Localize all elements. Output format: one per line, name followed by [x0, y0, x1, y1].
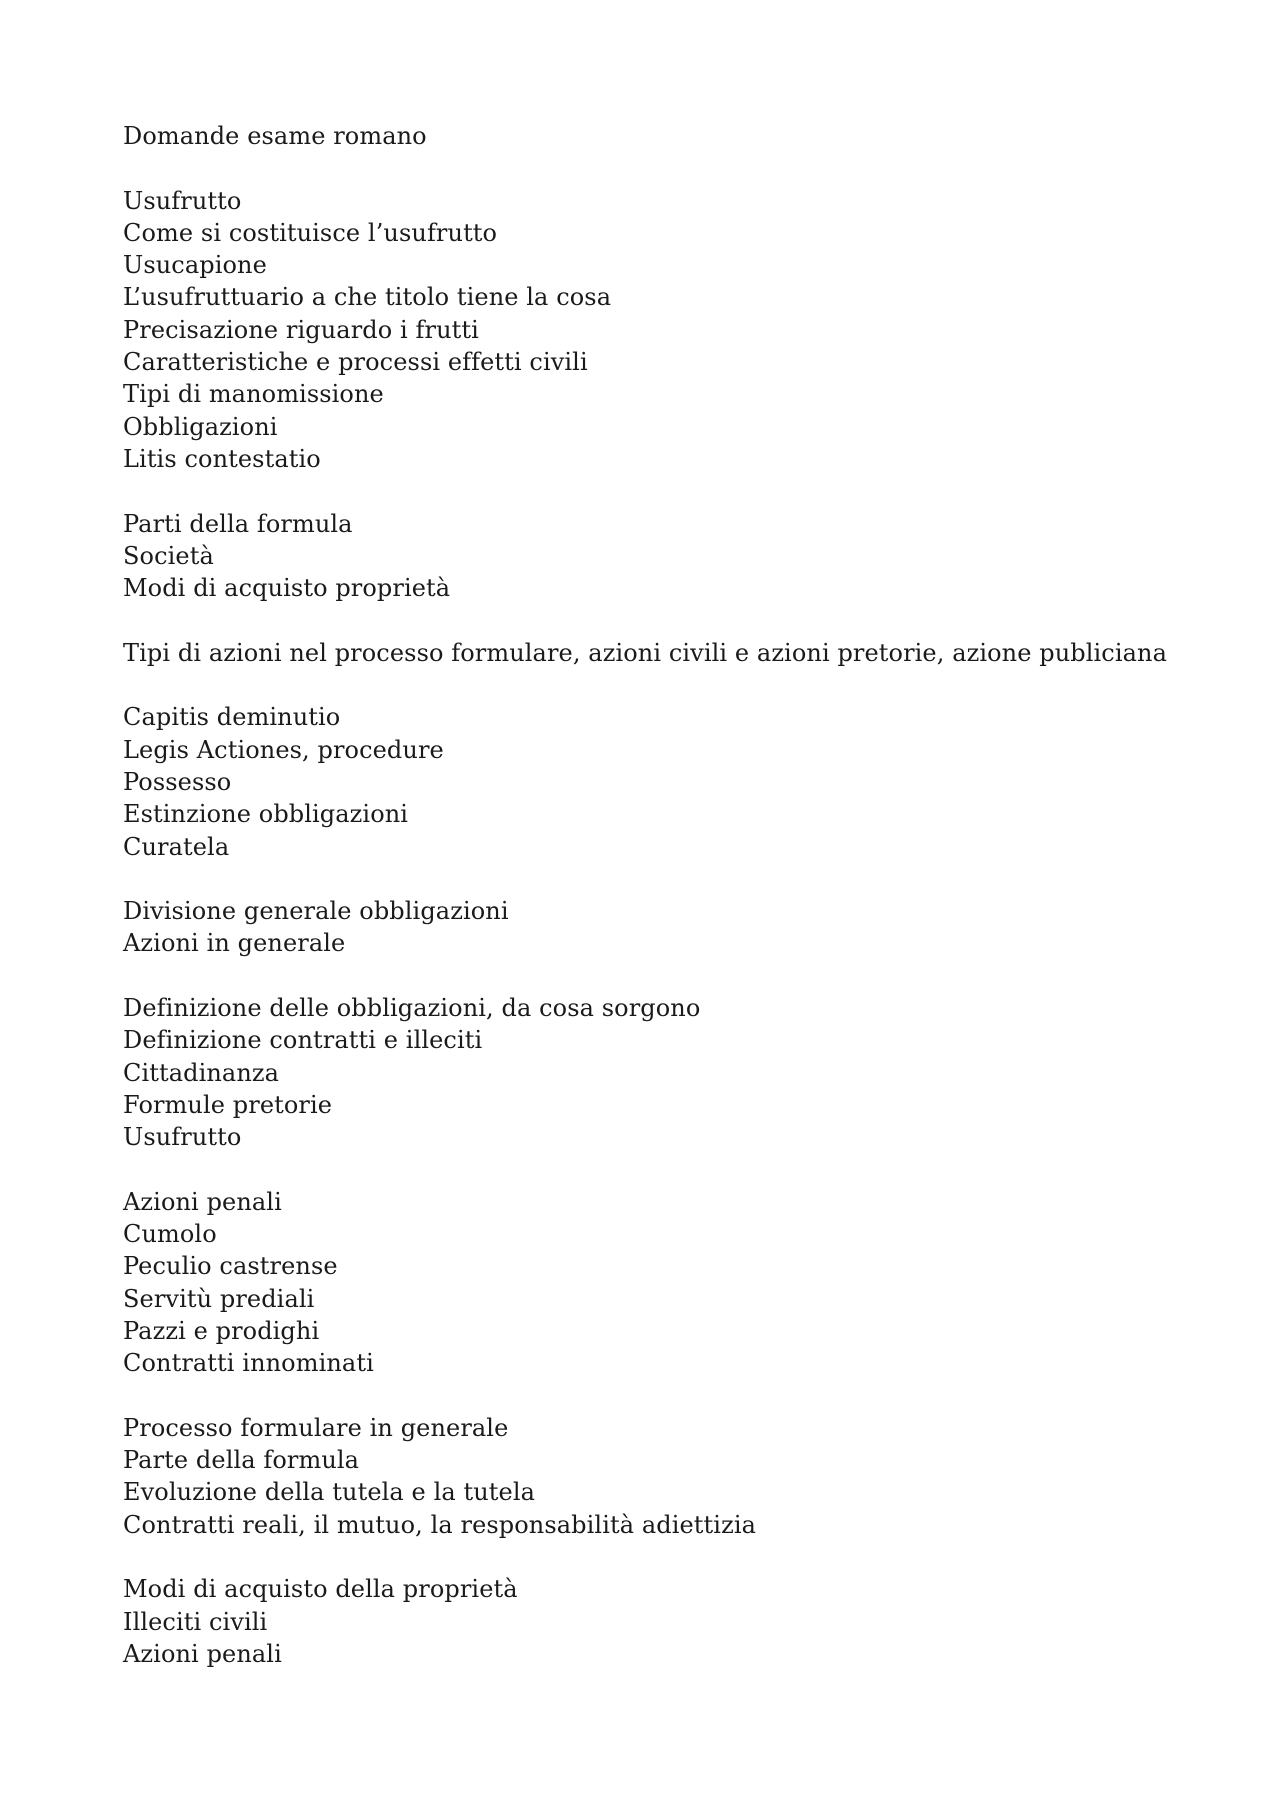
question-item: Possesso: [123, 767, 232, 796]
question-group-2: [123, 508, 1183, 605]
question-group-6: [123, 992, 1183, 1153]
question-item: Modi di acquisto della proprietà: [123, 1575, 518, 1604]
question-item: Cittadinanza: [123, 1058, 280, 1087]
question-group-5: [123, 895, 1183, 960]
question-item: Illeciti civili: [123, 1607, 268, 1636]
question-item: Azioni penali: [123, 1187, 282, 1216]
question-item: Cumolo: [123, 1220, 217, 1249]
question-item: Curatela: [123, 832, 230, 861]
question-item: Capitis deminutio: [123, 703, 341, 732]
question-item: Pazzi e prodighi: [123, 1316, 320, 1345]
document-title: Domande esame romano: [123, 122, 427, 150]
question-item: Usufrutto: [123, 1123, 242, 1152]
question-item: Contratti innominati: [123, 1349, 374, 1378]
question-group-8: [123, 1412, 1183, 1541]
question-item: Servitù prediali: [123, 1284, 315, 1313]
question-item: Definizione delle obbligazioni, da cosa sorgono: [123, 994, 701, 1023]
question-item: Usufrutto: [123, 186, 242, 215]
question-item: Obbligazioni: [123, 412, 278, 441]
question-group-1: [123, 185, 1183, 476]
question-item: Estinzione obbligazioni: [123, 800, 409, 829]
question-item: Parte della formula: [123, 1446, 360, 1475]
question-item: Legis Actiones, procedure: [123, 735, 444, 764]
question-item: Azioni penali: [123, 1639, 282, 1668]
question-item: Modi di acquisto proprietà: [123, 574, 451, 603]
question-item: Contratti reali, il mutuo, la responsabilità adiettizia: [123, 1510, 757, 1539]
question-item: Parti della formula: [123, 509, 353, 538]
question-item: Tipi di manomissione: [123, 380, 384, 409]
question-item: Definizione contratti e illeciti: [123, 1026, 483, 1055]
question-group-3: [123, 637, 1183, 669]
question-item: Divisione generale obbligazioni: [123, 897, 509, 926]
question-item: Formule pretorie: [123, 1090, 333, 1119]
question-item: Evoluzione della tutela e la tutela: [123, 1478, 536, 1507]
question-group-7: [123, 1186, 1183, 1380]
question-item: Società: [123, 541, 214, 570]
document-body: [123, 120, 1183, 1670]
question-group-9: [123, 1573, 1183, 1670]
question-item: Processo formulare in generale: [123, 1413, 509, 1442]
question-item: Peculio castrense: [123, 1252, 338, 1281]
question-item: Azioni in generale: [123, 929, 346, 958]
question-item: Tipi di azioni nel processo formulare, azioni civili e azioni pretorie, azione publiciana: [123, 638, 1167, 667]
question-item: Come si costituisce l’usufrutto: [123, 218, 498, 247]
question-group-4: [123, 701, 1183, 862]
question-item: L’usufruttuario a che titolo tiene la cosa: [123, 283, 612, 312]
question-item: Precisazione riguardo i frutti: [123, 315, 479, 344]
question-item: Caratteristiche e processi effetti civili: [123, 348, 588, 377]
question-item: Usucapione: [123, 251, 267, 280]
question-item: Litis contestatio: [123, 444, 321, 473]
